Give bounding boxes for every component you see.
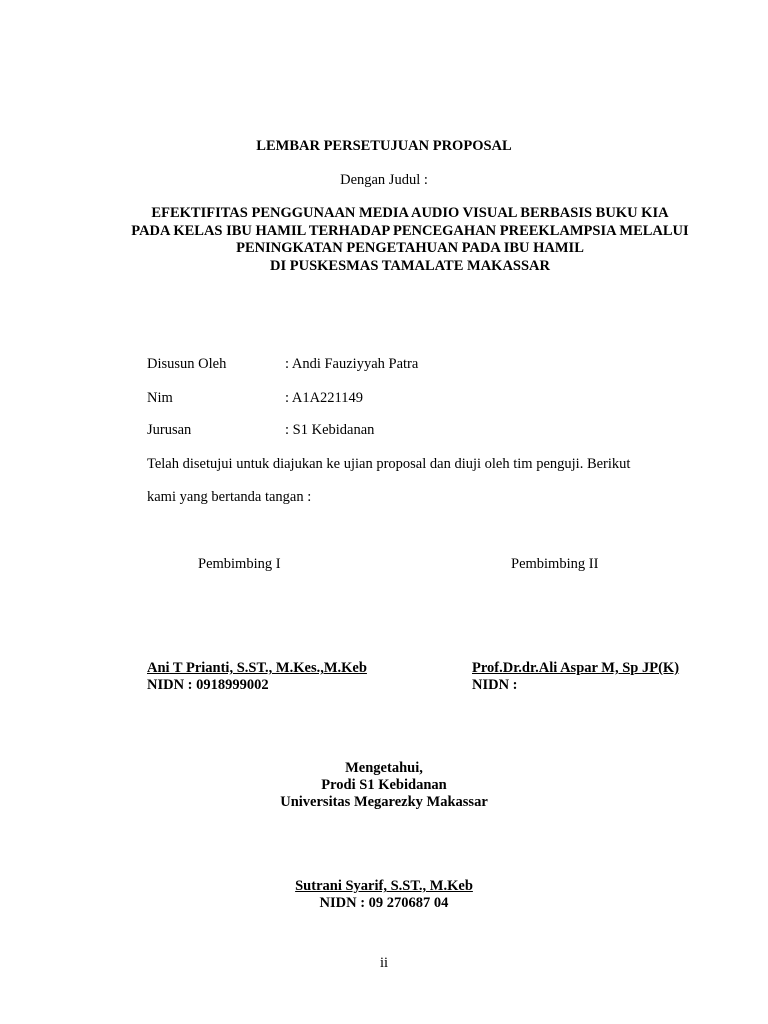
title-line: PENINGKATAN PENGETAHUAN PADA IBU HAMIL xyxy=(236,240,584,256)
nim-label: Nim xyxy=(147,390,173,406)
author-value: : Andi Fauziyyah Patra xyxy=(285,356,419,372)
title-line: DI PUSKESMAS TAMALATE MAKASSAR xyxy=(270,257,550,274)
supervisor-1-nidn: NIDN : 0918999002 xyxy=(147,677,269,693)
acknowledgement-line: Prodi S1 Kebidanan xyxy=(321,777,447,793)
title-line: EFEKTIFITAS PENGGUNAAN MEDIA AUDIO VISUAL BERBASIS BUKU KIA xyxy=(151,205,669,221)
supervisor-2-name: Prof.Dr.dr.Ali Aspar M, Sp JP(K) xyxy=(472,660,680,676)
title-line: PADA KELAS IBU HAMIL TERHADAP PENCEGAHAN PREEKLAMPSIA MELALUI xyxy=(131,222,689,239)
acknowledgement-line: Mengetahui, xyxy=(345,760,423,776)
supervisor-2-role: Pembimbing II xyxy=(511,556,599,572)
head-signature xyxy=(0,878,768,895)
acknowledgement-line: Universitas Megarezky Makassar xyxy=(280,794,488,810)
supervisor-1-name: Ani T Prianti, S.ST., M.Kes.,M.Keb xyxy=(147,660,367,676)
page-heading: LEMBAR PERSETUJUAN PROPOSAL xyxy=(256,138,512,154)
major-value: : S1 Kebidanan xyxy=(285,422,375,438)
proposal-title xyxy=(100,205,720,275)
head-name: Sutrani Syarif, S.ST., M.Keb xyxy=(295,878,473,894)
head-nidn: NIDN : 09 270687 04 xyxy=(319,895,449,911)
statement-line: kami yang bertanda tangan : xyxy=(147,489,312,505)
supervisor-1-role: Pembimbing I xyxy=(198,556,281,572)
subheading: Dengan Judul : xyxy=(340,172,428,188)
author-label: Disusun Oleh xyxy=(147,356,227,372)
supervisor-2-nidn: NIDN : xyxy=(472,677,518,693)
page-number: ii xyxy=(379,955,389,971)
nim-value: : A1A221149 xyxy=(285,390,364,406)
statement-line: Telah disetujui untuk diajukan ke ujian proposal dan diuji oleh tim penguji. Berikut xyxy=(147,456,631,472)
major-label: Jurusan xyxy=(147,422,192,438)
